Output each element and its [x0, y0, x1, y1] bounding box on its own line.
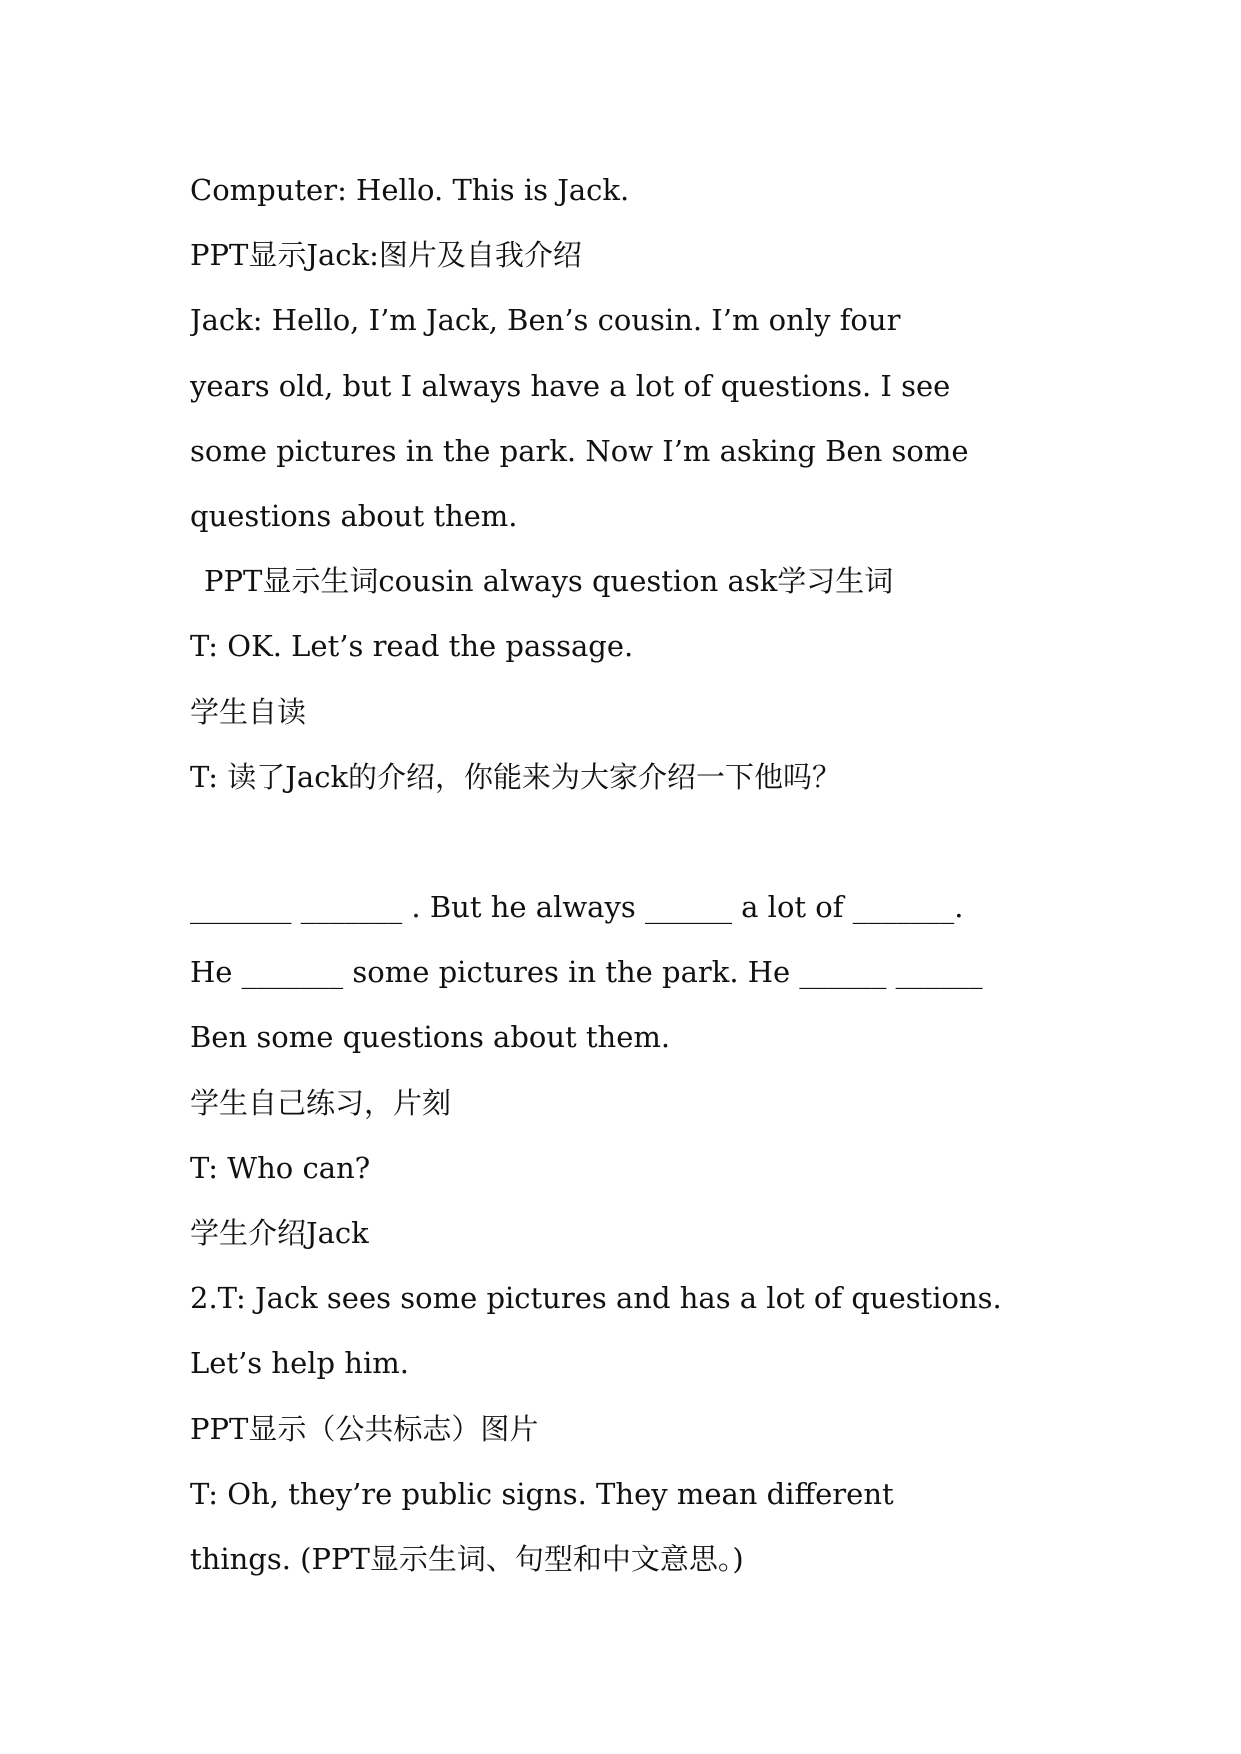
- text-line: Ben some questions about them.: [190, 1020, 671, 1055]
- fill-in-line: [190, 810, 1070, 875]
- text-line: 2.T: Jack sees some pictures and has a lot of questions.: [190, 1281, 1002, 1316]
- text-line: PPT显示Jack:图片及自我介绍: [190, 238, 582, 273]
- text-line: Computer: Hello. This is Jack.: [190, 173, 630, 207]
- text-line: PPT显示（公共标志）图片: [190, 1411, 539, 1446]
- text-line: questions about them.: [190, 498, 518, 533]
- text-line: 学生介绍Jack: [190, 1216, 369, 1250]
- text-line: T: Who can?: [190, 1150, 371, 1185]
- text-line: things. (PPT显示生词、句型和中文意思。): [190, 1541, 744, 1576]
- text-line: years old, but I always have a lot of questions. I see: [190, 368, 951, 403]
- text-line: Let’s help him.: [190, 1346, 409, 1381]
- document-body: [190, 158, 1070, 1592]
- fill-in-line: _______ _______ . But he always ______ a lot of _______.: [190, 890, 964, 925]
- text-line: 学生自己练习，片刻: [190, 1085, 452, 1120]
- text-line: T: OK. Let’s read the passage.: [190, 629, 634, 664]
- text-line: T: 读了Jack的介绍，你能来为大家介绍一下他吗？: [190, 759, 842, 794]
- fill-in-line: He _______ some pictures in the park. He ______ ______: [190, 955, 983, 990]
- text-line: some pictures in the park. Now I’m asking Ben some: [190, 433, 969, 468]
- text-line: PPT显示生词cousin always question ask学习生词: [204, 564, 894, 599]
- text-line: 学生自读: [190, 694, 307, 729]
- text-line: T: Oh, they’re public signs. They mean different: [190, 1476, 894, 1511]
- text-line: Jack: Hello, I’m Jack, Ben’s cousin. I’m only four: [190, 303, 901, 338]
